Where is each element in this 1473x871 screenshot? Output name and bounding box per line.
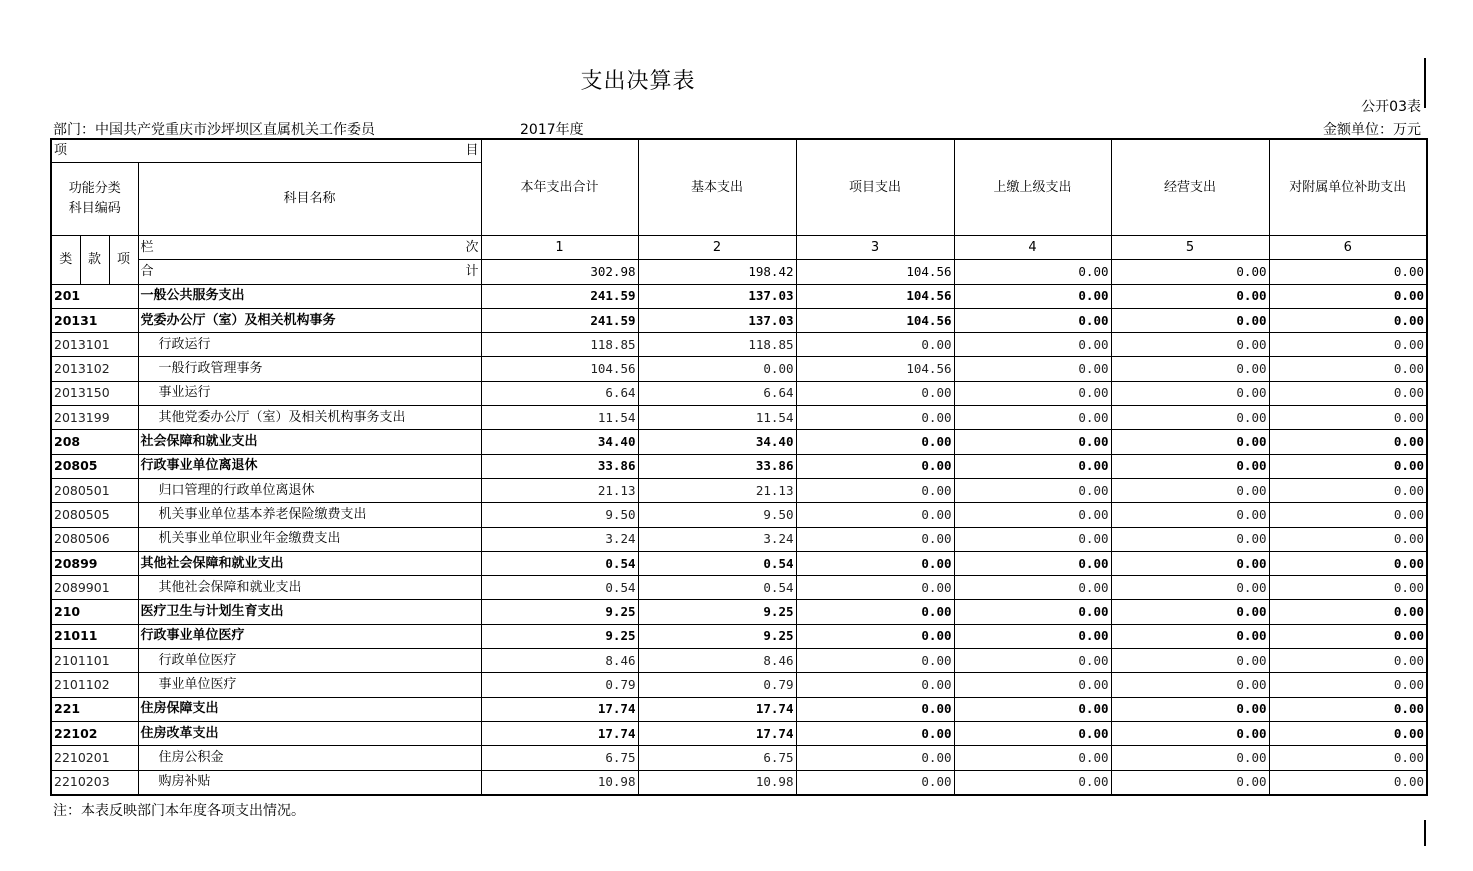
header-ci: 次: [465, 239, 479, 255]
col-num-6: 6: [1269, 236, 1427, 260]
right-edge-line-bottom: [1424, 820, 1426, 846]
row-value-5: 0.00: [1111, 746, 1269, 770]
table-row: [51, 649, 1427, 673]
row-value-5: 0.00: [1111, 649, 1269, 673]
row-subject-name: 社会保障和就业支出: [138, 430, 481, 454]
amount-unit: 金额单位：万元: [1323, 122, 1421, 138]
row-value-3: 0.00: [796, 600, 954, 624]
table-row: [51, 381, 1427, 405]
table-row: [51, 284, 1427, 308]
fiscal-year: 2017年度: [520, 122, 584, 138]
row-code: 20805: [51, 454, 138, 478]
header-col-6: 对附属单位补助支出: [1269, 139, 1427, 236]
row-value-1: 17.74: [481, 721, 638, 745]
table-note: 注：本表反映部门本年度各项支出情况。: [53, 803, 305, 819]
row-value-2: 6.64: [638, 381, 796, 405]
expenditure-table: [50, 138, 1428, 796]
row-value-5: 0.00: [1111, 406, 1269, 430]
right-edge-line-top: [1424, 58, 1426, 108]
row-value-3: 0.00: [796, 721, 954, 745]
row-value-3: 0.00: [796, 746, 954, 770]
row-value-1: 118.85: [481, 333, 638, 357]
row-value-6: 0.00: [1269, 770, 1427, 795]
header-row-3: [51, 236, 1427, 260]
row-value-5: 0.00: [1111, 697, 1269, 721]
row-value-5: 0.00: [1111, 600, 1269, 624]
table-row: [51, 357, 1427, 381]
row-subject-name: 机关事业单位职业年金缴费支出: [138, 527, 481, 551]
row-subject-name: 一般行政管理事务: [138, 357, 481, 381]
row-value-6: 0.00: [1269, 721, 1427, 745]
row-value-2: 17.74: [638, 697, 796, 721]
row-value-5: 0.00: [1111, 721, 1269, 745]
row-value-1: 6.75: [481, 746, 638, 770]
row-value-5: 0.00: [1111, 381, 1269, 405]
header-kuan: 款: [80, 236, 109, 285]
row-value-3: 0.00: [796, 454, 954, 478]
table-row: [51, 673, 1427, 697]
header-lan: 栏: [140, 239, 154, 255]
row-value-3: 0.00: [796, 576, 954, 600]
row-value-5: 0.00: [1111, 770, 1269, 795]
row-code: 2080505: [51, 503, 138, 527]
row-value-5: 0.00: [1111, 551, 1269, 575]
header-xiangmu: [51, 139, 481, 163]
row-value-2: 3.24: [638, 527, 796, 551]
header-ji: 计: [465, 263, 479, 279]
row-value-5: 0.00: [1111, 357, 1269, 381]
total-value-1: 302.98: [481, 260, 638, 284]
row-value-4: 0.00: [954, 503, 1111, 527]
row-value-3: 0.00: [796, 649, 954, 673]
row-code: 20899: [51, 551, 138, 575]
row-value-2: 0.00: [638, 357, 796, 381]
header-heji: [138, 260, 481, 284]
header-xiang: 项: [54, 143, 68, 158]
table-row: [51, 430, 1427, 454]
row-subject-name: 住房改革支出: [138, 721, 481, 745]
table-row: [51, 770, 1427, 795]
row-value-1: 3.24: [481, 527, 638, 551]
row-value-6: 0.00: [1269, 503, 1427, 527]
row-value-1: 34.40: [481, 430, 638, 454]
total-value-4: 0.00: [954, 260, 1111, 284]
row-code: 2089901: [51, 576, 138, 600]
row-code: 2080506: [51, 527, 138, 551]
row-code: 2013102: [51, 357, 138, 381]
row-subject-name: 购房补贴: [138, 770, 481, 795]
table-row: [51, 721, 1427, 745]
row-value-6: 0.00: [1269, 697, 1427, 721]
row-subject-name: 住房公积金: [138, 746, 481, 770]
row-value-6: 0.00: [1269, 527, 1427, 551]
row-value-1: 17.74: [481, 697, 638, 721]
row-value-2: 33.86: [638, 454, 796, 478]
row-subject-name: 党委办公厅（室）及相关机构事务: [138, 308, 481, 332]
row-value-3: 0.00: [796, 770, 954, 795]
row-code: 20131: [51, 308, 138, 332]
row-value-1: 241.59: [481, 284, 638, 308]
row-code: 221: [51, 697, 138, 721]
header-mu: 目: [465, 143, 479, 158]
row-code: 210: [51, 600, 138, 624]
header-he: 合: [140, 263, 154, 279]
row-value-2: 0.54: [638, 551, 796, 575]
row-value-5: 0.00: [1111, 624, 1269, 648]
header-lei: 类: [51, 236, 80, 285]
row-value-1: 104.56: [481, 357, 638, 381]
col-num-4: 4: [954, 236, 1111, 260]
row-value-4: 0.00: [954, 478, 1111, 502]
row-value-6: 0.00: [1269, 478, 1427, 502]
row-subject-name: 行政运行: [138, 333, 481, 357]
row-value-3: 0.00: [796, 478, 954, 502]
row-code: 2210203: [51, 770, 138, 795]
row-value-4: 0.00: [954, 551, 1111, 575]
row-value-4: 0.00: [954, 527, 1111, 551]
row-code: 2101101: [51, 649, 138, 673]
row-subject-name: 其他党委办公厅（室）及相关机构事务支出: [138, 406, 481, 430]
row-value-4: 0.00: [954, 406, 1111, 430]
row-value-1: 9.50: [481, 503, 638, 527]
row-value-5: 0.00: [1111, 503, 1269, 527]
header-lanci: [138, 236, 481, 260]
row-subject-name: 事业单位医疗: [138, 673, 481, 697]
row-value-4: 0.00: [954, 600, 1111, 624]
col-num-1: 1: [481, 236, 638, 260]
table-row: [51, 406, 1427, 430]
department-label: 部门：中国共产党重庆市沙坪坝区直属机关工作委员: [53, 122, 375, 138]
row-value-4: 0.00: [954, 697, 1111, 721]
row-value-2: 6.75: [638, 746, 796, 770]
col-num-5: 5: [1111, 236, 1269, 260]
row-value-3: 0.00: [796, 430, 954, 454]
row-value-6: 0.00: [1269, 673, 1427, 697]
table-row: [51, 527, 1427, 551]
row-value-6: 0.00: [1269, 624, 1427, 648]
row-value-5: 0.00: [1111, 527, 1269, 551]
row-value-2: 137.03: [638, 308, 796, 332]
row-value-6: 0.00: [1269, 454, 1427, 478]
row-code: 2101102: [51, 673, 138, 697]
row-code: 2013199: [51, 406, 138, 430]
row-value-3: 0.00: [796, 406, 954, 430]
page-title: 支出决算表: [580, 69, 696, 94]
row-value-4: 0.00: [954, 673, 1111, 697]
row-subject-name: 其他社会保障和就业支出: [138, 551, 481, 575]
row-code: 2013150: [51, 381, 138, 405]
row-subject-name: 住房保障支出: [138, 697, 481, 721]
row-value-4: 0.00: [954, 576, 1111, 600]
table-row: [51, 478, 1427, 502]
total-value-6: 0.00: [1269, 260, 1427, 284]
row-value-4: 0.00: [954, 649, 1111, 673]
row-value-1: 8.46: [481, 649, 638, 673]
row-value-1: 33.86: [481, 454, 638, 478]
row-value-1: 9.25: [481, 600, 638, 624]
row-value-5: 0.00: [1111, 576, 1269, 600]
table-row: [51, 624, 1427, 648]
row-value-1: 0.79: [481, 673, 638, 697]
row-value-2: 10.98: [638, 770, 796, 795]
row-value-1: 0.54: [481, 576, 638, 600]
row-subject-name: 其他社会保障和就业支出: [138, 576, 481, 600]
row-value-5: 0.00: [1111, 284, 1269, 308]
row-subject-name: 行政事业单位医疗: [138, 624, 481, 648]
row-code: 21011: [51, 624, 138, 648]
row-value-6: 0.00: [1269, 430, 1427, 454]
row-value-2: 0.54: [638, 576, 796, 600]
table-row: [51, 600, 1427, 624]
table-row: [51, 746, 1427, 770]
header-col-5: 经营支出: [1111, 139, 1269, 236]
row-value-1: 10.98: [481, 770, 638, 795]
row-value-5: 0.00: [1111, 454, 1269, 478]
row-value-3: 0.00: [796, 673, 954, 697]
row-value-5: 0.00: [1111, 308, 1269, 332]
row-value-3: 0.00: [796, 551, 954, 575]
row-subject-name: 医疗卫生与计划生育支出: [138, 600, 481, 624]
row-value-3: 0.00: [796, 381, 954, 405]
row-code: 201: [51, 284, 138, 308]
row-value-5: 0.00: [1111, 333, 1269, 357]
table-row: [51, 503, 1427, 527]
table-row: [51, 697, 1427, 721]
row-value-1: 9.25: [481, 624, 638, 648]
row-value-6: 0.00: [1269, 381, 1427, 405]
row-value-6: 0.00: [1269, 576, 1427, 600]
row-value-3: 0.00: [796, 527, 954, 551]
col-num-2: 2: [638, 236, 796, 260]
row-code: 2080501: [51, 478, 138, 502]
row-value-6: 0.00: [1269, 308, 1427, 332]
row-value-1: 0.54: [481, 551, 638, 575]
row-subject-name: 机关事业单位基本养老保险缴费支出: [138, 503, 481, 527]
header-xiang-short: 项: [109, 236, 138, 285]
row-subject-name: 行政事业单位离退休: [138, 454, 481, 478]
row-value-1: 6.64: [481, 381, 638, 405]
row-value-1: 21.13: [481, 478, 638, 502]
header-col-3: 项目支出: [796, 139, 954, 236]
row-value-4: 0.00: [954, 430, 1111, 454]
form-number: 公开03表: [1361, 99, 1421, 115]
row-code: 22102: [51, 721, 138, 745]
row-value-6: 0.00: [1269, 284, 1427, 308]
row-value-5: 0.00: [1111, 673, 1269, 697]
row-value-2: 137.03: [638, 284, 796, 308]
row-value-6: 0.00: [1269, 357, 1427, 381]
row-value-4: 0.00: [954, 357, 1111, 381]
row-value-4: 0.00: [954, 454, 1111, 478]
total-value-5: 0.00: [1111, 260, 1269, 284]
row-value-2: 0.79: [638, 673, 796, 697]
row-value-4: 0.00: [954, 746, 1111, 770]
row-value-2: 9.25: [638, 600, 796, 624]
table-row: [51, 308, 1427, 332]
row-value-5: 0.00: [1111, 478, 1269, 502]
table-row: [51, 454, 1427, 478]
row-value-3: 0.00: [796, 503, 954, 527]
table-row: [51, 551, 1427, 575]
row-value-2: 118.85: [638, 333, 796, 357]
row-value-2: 21.13: [638, 478, 796, 502]
header-subject: 科目名称: [138, 163, 481, 236]
row-value-4: 0.00: [954, 308, 1111, 332]
row-subject-name: 归口管理的行政单位离退休: [138, 478, 481, 502]
total-row: [51, 260, 1427, 284]
row-value-4: 0.00: [954, 770, 1111, 795]
row-value-6: 0.00: [1269, 649, 1427, 673]
row-subject-name: 事业运行: [138, 381, 481, 405]
row-value-6: 0.00: [1269, 333, 1427, 357]
row-code: 208: [51, 430, 138, 454]
row-value-1: 241.59: [481, 308, 638, 332]
row-value-6: 0.00: [1269, 551, 1427, 575]
row-value-4: 0.00: [954, 284, 1111, 308]
row-value-3: 104.56: [796, 308, 954, 332]
row-value-6: 0.00: [1269, 746, 1427, 770]
header-row-1: [51, 139, 1427, 163]
header-col-1: 本年支出合计: [481, 139, 638, 236]
row-value-2: 17.74: [638, 721, 796, 745]
row-code: 2013101: [51, 333, 138, 357]
row-value-2: 8.46: [638, 649, 796, 673]
row-value-6: 0.00: [1269, 600, 1427, 624]
row-value-3: 0.00: [796, 624, 954, 648]
row-value-2: 9.50: [638, 503, 796, 527]
row-value-3: 104.56: [796, 284, 954, 308]
row-value-2: 11.54: [638, 406, 796, 430]
row-value-1: 11.54: [481, 406, 638, 430]
table-row: [51, 333, 1427, 357]
row-value-4: 0.00: [954, 721, 1111, 745]
total-value-3: 104.56: [796, 260, 954, 284]
total-value-2: 198.42: [638, 260, 796, 284]
row-value-2: 34.40: [638, 430, 796, 454]
row-subject-name: 一般公共服务支出: [138, 284, 481, 308]
table-row: [51, 576, 1427, 600]
row-value-4: 0.00: [954, 381, 1111, 405]
row-value-3: 0.00: [796, 333, 954, 357]
row-value-4: 0.00: [954, 333, 1111, 357]
header-func-code: 功能分类 科目编码: [51, 163, 138, 236]
row-code: 2210201: [51, 746, 138, 770]
header-col-2: 基本支出: [638, 139, 796, 236]
row-value-3: 0.00: [796, 697, 954, 721]
header-col-4: 上缴上级支出: [954, 139, 1111, 236]
col-num-3: 3: [796, 236, 954, 260]
row-value-3: 104.56: [796, 357, 954, 381]
row-value-5: 0.00: [1111, 430, 1269, 454]
row-subject-name: 行政单位医疗: [138, 649, 481, 673]
row-value-4: 0.00: [954, 624, 1111, 648]
row-value-6: 0.00: [1269, 406, 1427, 430]
row-value-2: 9.25: [638, 624, 796, 648]
